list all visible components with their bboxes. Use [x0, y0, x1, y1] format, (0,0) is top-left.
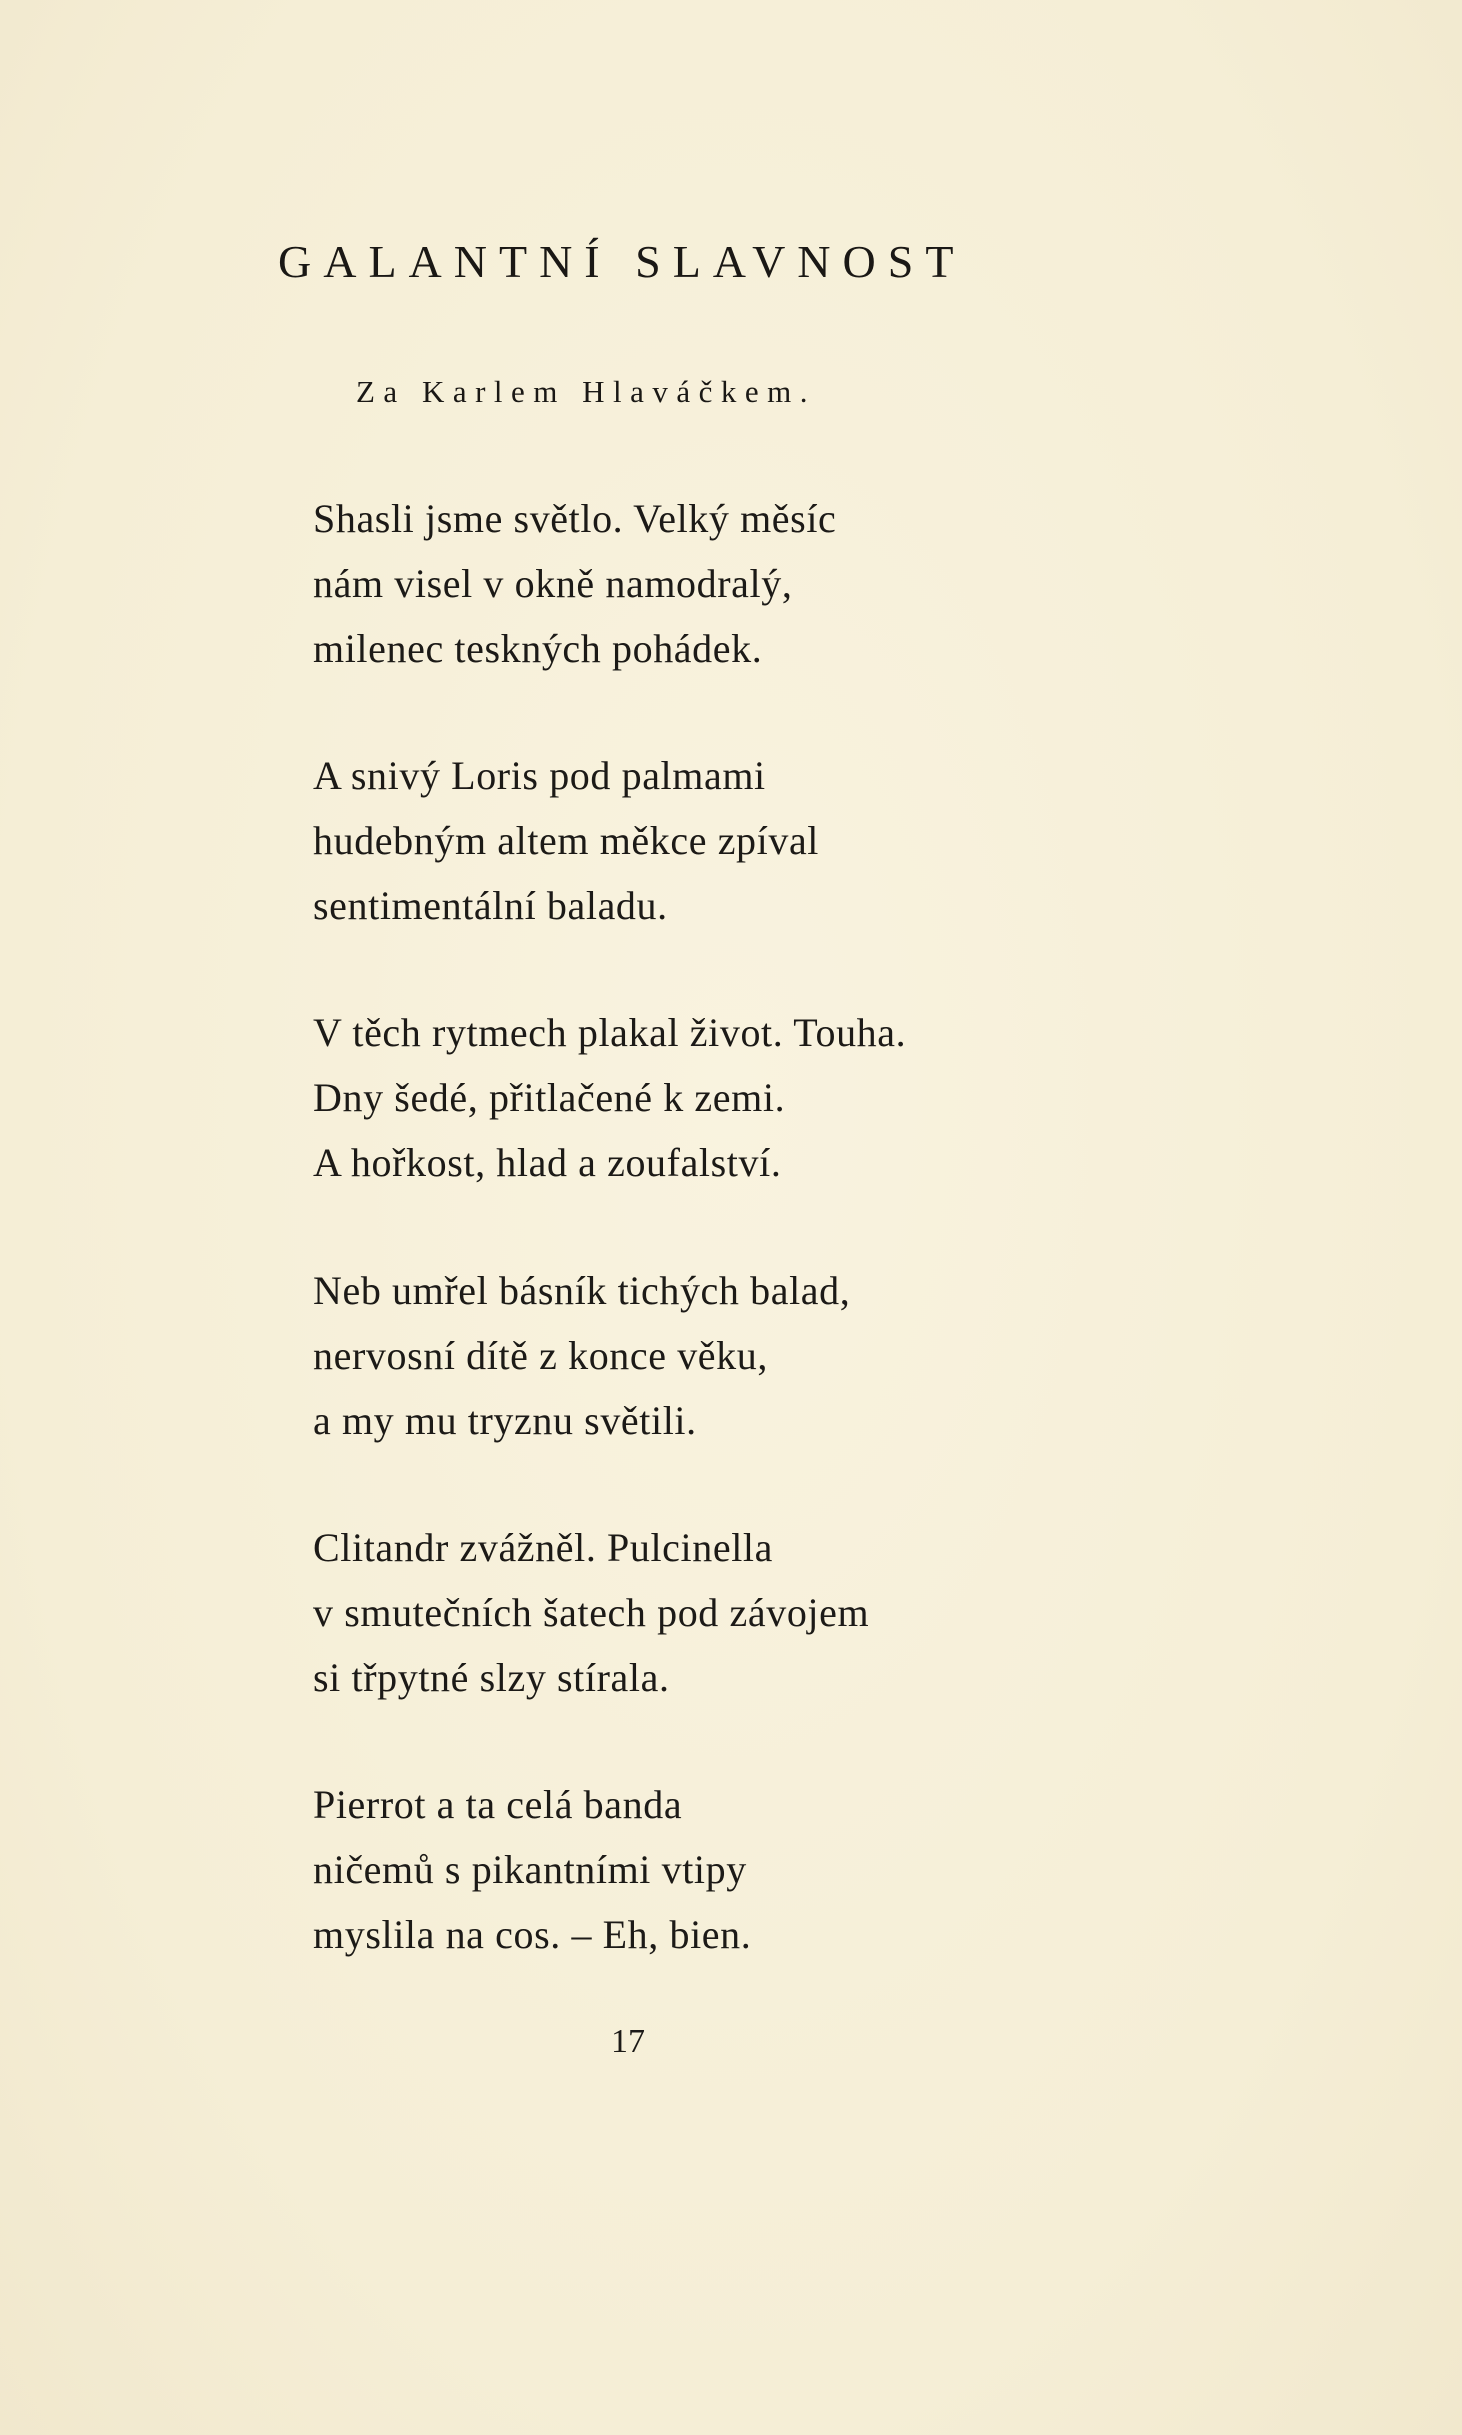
page-number: 17	[611, 2023, 645, 2060]
verse-line: milenec teskných pohádek.	[313, 626, 763, 671]
verse-line: myslila na cos. – Eh, bien.	[313, 1912, 752, 1957]
stanza-1	[313, 486, 836, 681]
verse-line: A hořkost, hlad a zoufalství.	[313, 1140, 782, 1185]
verse-line: sentimentální baladu.	[313, 883, 668, 928]
verse-line: v smutečních šatech pod závojem	[313, 1590, 870, 1635]
stanza-6	[313, 1772, 751, 1967]
verse-line: Shasli jsme světlo. Velký měsíc	[313, 496, 837, 541]
verse-line: Clitandr zvážněl. Pulcinella	[313, 1525, 773, 1570]
stanza-4	[313, 1258, 850, 1453]
stanza-3	[313, 1000, 906, 1195]
verse-line: A snivý Loris pod palmami	[313, 753, 766, 798]
verse-line: nervosní dítě z konce věku,	[313, 1333, 768, 1378]
verse-line: si třpytné slzy stírala.	[313, 1655, 670, 1700]
verse-line: Pierrot a ta celá banda	[313, 1782, 683, 1827]
verse-line: V těch rytmech plakal život. Touha.	[313, 1010, 907, 1055]
stanza-2	[313, 743, 819, 938]
verse-line: ničemů s pikantními vtipy	[313, 1847, 747, 1892]
verse-line: Neb umřel básník tichých balad,	[313, 1268, 851, 1313]
stanza-5	[313, 1515, 869, 1710]
verse-line: hudebným altem měkce zpíval	[313, 818, 820, 863]
verse-line: a my mu tryznu světili.	[313, 1398, 697, 1443]
poem-dedication: Za Karlem Hlaváčkem.	[356, 374, 817, 409]
verse-line: Dny šedé, přitlačené k zemi.	[313, 1075, 786, 1120]
verse-line: nám visel v okně namodralý,	[313, 561, 793, 606]
poem-title: GALANTNÍ SLAVNOST	[278, 236, 966, 287]
